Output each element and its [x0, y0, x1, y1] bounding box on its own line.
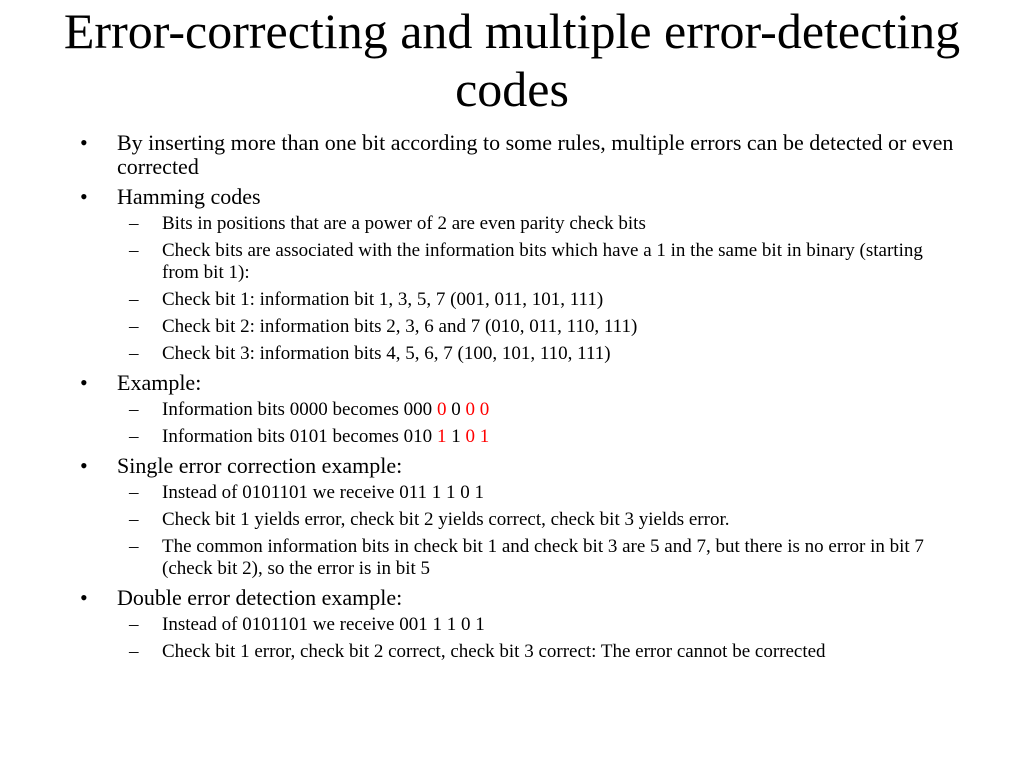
bullet-text: Hamming codes [117, 184, 261, 209]
sub-bullet-item [75, 426, 955, 448]
text-segment: Information bits 0000 becomes 000 [162, 399, 437, 420]
dash-icon: – [129, 240, 139, 261]
sub-bullet-text: Check bit 1: information bit 1, 3, 5, 7 (001, 011, 101, 111) [162, 289, 604, 310]
sub-bullet-text: Check bit 3: information bits 4, 5, 6, 7 (100, 101, 110, 111) [162, 343, 611, 364]
text-segment: 1 [446, 426, 466, 447]
sub-bullet-item [75, 240, 955, 284]
parity-bit-highlight: 0 [465, 426, 475, 447]
sub-bullet-item [75, 289, 955, 311]
bullet-dot-icon: • [80, 585, 88, 610]
dash-icon: – [129, 426, 139, 447]
sub-bullet-text: Instead of 0101101 we receive 001 1 1 0 1 [162, 614, 485, 635]
parity-bit-highlight: 0 [465, 399, 475, 420]
bullet-item [75, 371, 955, 395]
dash-icon: – [129, 343, 139, 364]
sub-bullet-text: Check bit 1 yields error, check bit 2 yields correct, check bit 3 yields error. [162, 509, 730, 530]
bullet-dot-icon: • [80, 453, 88, 478]
dash-icon: – [129, 614, 139, 635]
bullet-item [75, 185, 955, 209]
dash-icon: – [129, 641, 139, 662]
sub-bullet-text: Bits in positions that are a power of 2 are even parity check bits [162, 213, 646, 234]
sub-bullet-text [162, 399, 489, 420]
sub-bullet-item [75, 614, 955, 636]
dash-icon: – [129, 316, 139, 337]
text-segment: Information bits 0101 becomes 010 [162, 426, 437, 447]
slide-body [75, 131, 955, 663]
parity-bit-highlight: 0 [436, 399, 447, 420]
bullet-item [75, 131, 955, 179]
sub-bullet-item [75, 509, 955, 531]
parity-bit-highlight: 1 [479, 426, 490, 447]
sub-bullet-text: Check bit 1 error, check bit 2 correct, check bit 3 correct: The error cannot be corrected [162, 641, 826, 662]
bullet-item [75, 586, 955, 610]
dash-icon: – [129, 399, 139, 420]
parity-bit-highlight: 0 [479, 399, 490, 420]
parity-bit-highlight: 1 [436, 426, 447, 447]
bullet-dot-icon: • [80, 130, 88, 155]
bullet-item [75, 454, 955, 478]
bullet-dot-icon: • [80, 184, 88, 209]
slide-title: Error-correcting and multiple error-detecting codes [63, 3, 961, 117]
sub-bullet-item [75, 316, 955, 338]
sub-bullet-text: The common information bits in check bit 1 and check bit 3 are 5 and 7, but there is no error in bit 7 (check bit 2), so the error is in bit 5 [162, 536, 924, 579]
sub-bullet-text: Instead of 0101101 we receive 011 1 1 0 1 [162, 482, 485, 503]
sub-bullet-item [75, 399, 955, 421]
sub-bullet-text: Check bits are associated with the information bits which have a 1 in the same bit in binary (starting from bit 1): [162, 240, 923, 283]
bullet-text: Double error detection example: [117, 585, 403, 610]
dash-icon: – [129, 289, 139, 310]
sub-bullet-text [162, 426, 489, 447]
sub-bullet-item [75, 536, 955, 580]
dash-icon: – [129, 536, 139, 557]
sub-bullet-text: Check bit 2: information bits 2, 3, 6 and 7 (010, 011, 110, 111) [162, 316, 638, 337]
sub-bullet-item [75, 343, 955, 365]
text-segment: 0 [446, 399, 466, 420]
bullet-text: Example: [117, 370, 202, 395]
sub-bullet-item [75, 482, 955, 504]
sub-bullet-item [75, 213, 955, 235]
bullet-text: Single error correction example: [117, 453, 403, 478]
bullet-dot-icon: • [80, 370, 88, 395]
dash-icon: – [129, 213, 139, 234]
bullet-text: By inserting more than one bit according to some rules, multiple errors can be detected or even corrected [117, 130, 954, 179]
dash-icon: – [129, 482, 139, 503]
sub-bullet-item [75, 641, 955, 663]
dash-icon: – [129, 509, 139, 530]
